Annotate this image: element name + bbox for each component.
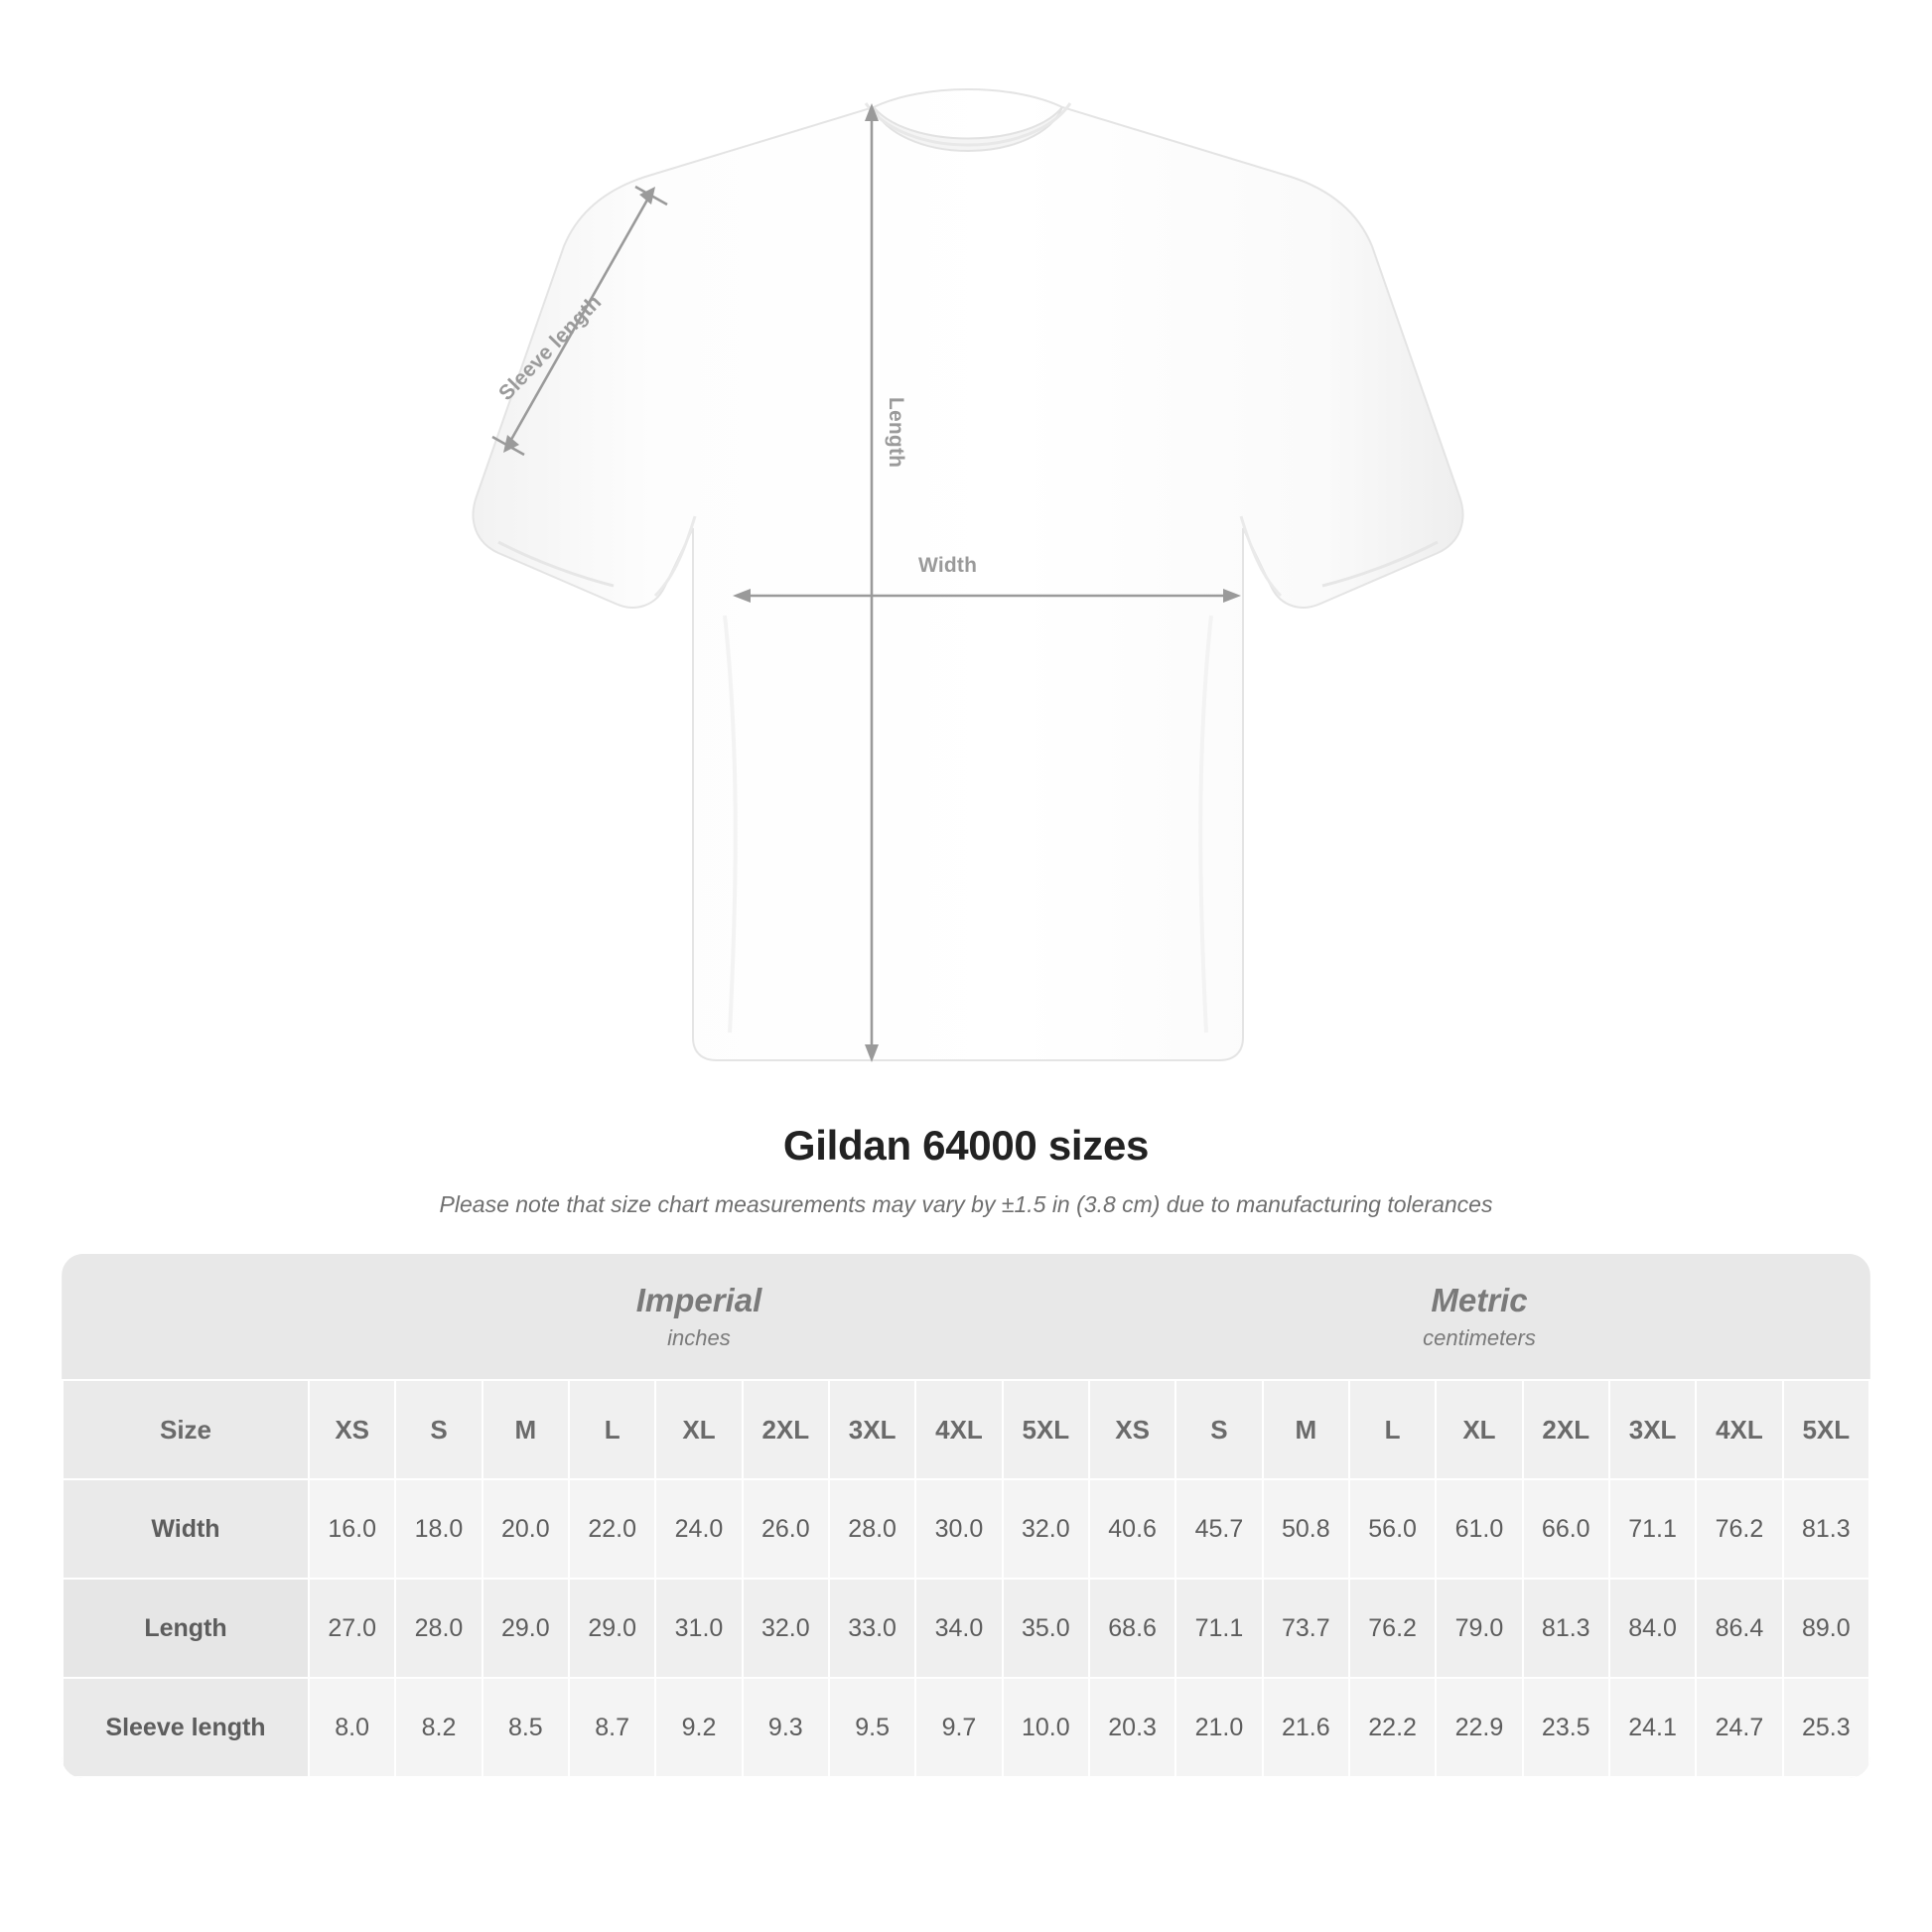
size-header-cell: 3XL (1609, 1380, 1696, 1479)
table-row (63, 1678, 1869, 1777)
cell-length: 81.3 (1523, 1579, 1609, 1678)
row-label-width: Width (63, 1479, 309, 1579)
cell-length: 32.0 (743, 1579, 829, 1678)
length-dimension-label: Length (885, 397, 907, 469)
cell-width: 66.0 (1523, 1479, 1609, 1579)
cell-sleeve-length: 8.0 (309, 1678, 395, 1777)
cell-length: 28.0 (395, 1579, 482, 1678)
cell-sleeve-length: 24.7 (1696, 1678, 1782, 1777)
cell-width: 18.0 (395, 1479, 482, 1579)
cell-sleeve-length: 9.2 (655, 1678, 742, 1777)
size-header-cell: 2XL (1523, 1380, 1609, 1479)
size-header-cell: XL (655, 1380, 742, 1479)
cell-width: 40.6 (1089, 1479, 1175, 1579)
cell-length: 86.4 (1696, 1579, 1782, 1678)
cell-width: 26.0 (743, 1479, 829, 1579)
size-header-cell: XS (309, 1380, 395, 1479)
sleeve-length-dimension-label: Sleeve length (494, 290, 607, 405)
cell-sleeve-length: 8.2 (395, 1678, 482, 1777)
cell-width: 76.2 (1696, 1479, 1782, 1579)
unit-group-imperial-name: Imperial (635, 1282, 762, 1318)
unit-group-metric (1089, 1254, 1869, 1380)
chart-heading-block (0, 1122, 1932, 1218)
cell-sleeve-length: 22.9 (1436, 1678, 1522, 1777)
size-header-cell: 2XL (743, 1380, 829, 1479)
unit-group-metric-name: Metric (1431, 1282, 1528, 1318)
cell-width: 45.7 (1175, 1479, 1262, 1579)
size-header-cell: 3XL (829, 1380, 915, 1479)
size-header-cell: L (569, 1380, 655, 1479)
chart-tolerance-note: Please note that size chart measurements may vary by ±1.5 in (3.8 cm) due to manufacturing tolerances (439, 1191, 1493, 1217)
cell-width: 16.0 (309, 1479, 395, 1579)
size-header-cell: S (1175, 1380, 1262, 1479)
cell-sleeve-length: 23.5 (1523, 1678, 1609, 1777)
cell-sleeve-length: 25.3 (1783, 1678, 1869, 1777)
cell-sleeve-length: 8.5 (483, 1678, 569, 1777)
size-header-cell: 4XL (915, 1380, 1002, 1479)
size-header-cell: S (395, 1380, 482, 1479)
size-header-cell: 5XL (1003, 1380, 1089, 1479)
size-header-cell: M (1263, 1380, 1349, 1479)
cell-sleeve-length: 10.0 (1003, 1678, 1089, 1777)
cell-length: 79.0 (1436, 1579, 1522, 1678)
cell-width: 22.0 (569, 1479, 655, 1579)
cell-sleeve-length: 21.0 (1175, 1678, 1262, 1777)
width-dimension-label: Width (918, 554, 978, 577)
size-header-cell: XL (1436, 1380, 1522, 1479)
cell-sleeve-length: 22.2 (1349, 1678, 1436, 1777)
cell-width: 71.1 (1609, 1479, 1696, 1579)
cell-sleeve-length: 8.7 (569, 1678, 655, 1777)
cell-width: 56.0 (1349, 1479, 1436, 1579)
cell-width: 30.0 (915, 1479, 1002, 1579)
cell-width: 20.0 (483, 1479, 569, 1579)
size-header-cell: 4XL (1696, 1380, 1782, 1479)
cell-length: 27.0 (309, 1579, 395, 1678)
table-row (63, 1579, 1869, 1678)
size-header-cell: L (1349, 1380, 1436, 1479)
size-header-cell: M (483, 1380, 569, 1479)
chart-title: Gildan 64000 sizes (782, 1122, 1150, 1169)
cell-length: 73.7 (1263, 1579, 1349, 1678)
row-label-sleeve-length: Sleeve length (63, 1678, 309, 1777)
table-row (63, 1479, 1869, 1579)
unit-group-imperial (309, 1254, 1089, 1380)
unit-group-row (63, 1254, 1869, 1380)
cell-length: 89.0 (1783, 1579, 1869, 1678)
cell-width: 81.3 (1783, 1479, 1869, 1579)
table-corner-blank (63, 1254, 309, 1380)
cell-length: 35.0 (1003, 1579, 1089, 1678)
cell-width: 32.0 (1003, 1479, 1089, 1579)
cell-length: 84.0 (1609, 1579, 1696, 1678)
size-table-wrapper (62, 1254, 1870, 1778)
cell-length: 76.2 (1349, 1579, 1436, 1678)
cell-length: 34.0 (915, 1579, 1002, 1678)
cell-length: 29.0 (483, 1579, 569, 1678)
cell-sleeve-length: 9.3 (743, 1678, 829, 1777)
cell-width: 24.0 (655, 1479, 742, 1579)
cell-sleeve-length: 20.3 (1089, 1678, 1175, 1777)
cell-sleeve-length: 21.6 (1263, 1678, 1349, 1777)
cell-length: 71.1 (1175, 1579, 1262, 1678)
cell-length: 33.0 (829, 1579, 915, 1678)
cell-sleeve-length: 9.5 (829, 1678, 915, 1777)
size-row-label: Size (63, 1380, 309, 1479)
unit-group-imperial-sub: inches (667, 1325, 731, 1350)
cell-length: 31.0 (655, 1579, 742, 1678)
cell-width: 50.8 (1263, 1479, 1349, 1579)
unit-group-metric-sub: centimeters (1423, 1325, 1536, 1350)
cell-width: 28.0 (829, 1479, 915, 1579)
cell-width: 61.0 (1436, 1479, 1522, 1579)
row-label-length: Length (63, 1579, 309, 1678)
cell-sleeve-length: 9.7 (915, 1678, 1002, 1777)
cell-length: 29.0 (569, 1579, 655, 1678)
size-header-row (63, 1380, 1869, 1479)
size-header-cell: 5XL (1783, 1380, 1869, 1479)
size-header-cell: XS (1089, 1380, 1175, 1479)
size-table (62, 1254, 1870, 1778)
cell-length: 68.6 (1089, 1579, 1175, 1678)
cell-sleeve-length: 24.1 (1609, 1678, 1696, 1777)
